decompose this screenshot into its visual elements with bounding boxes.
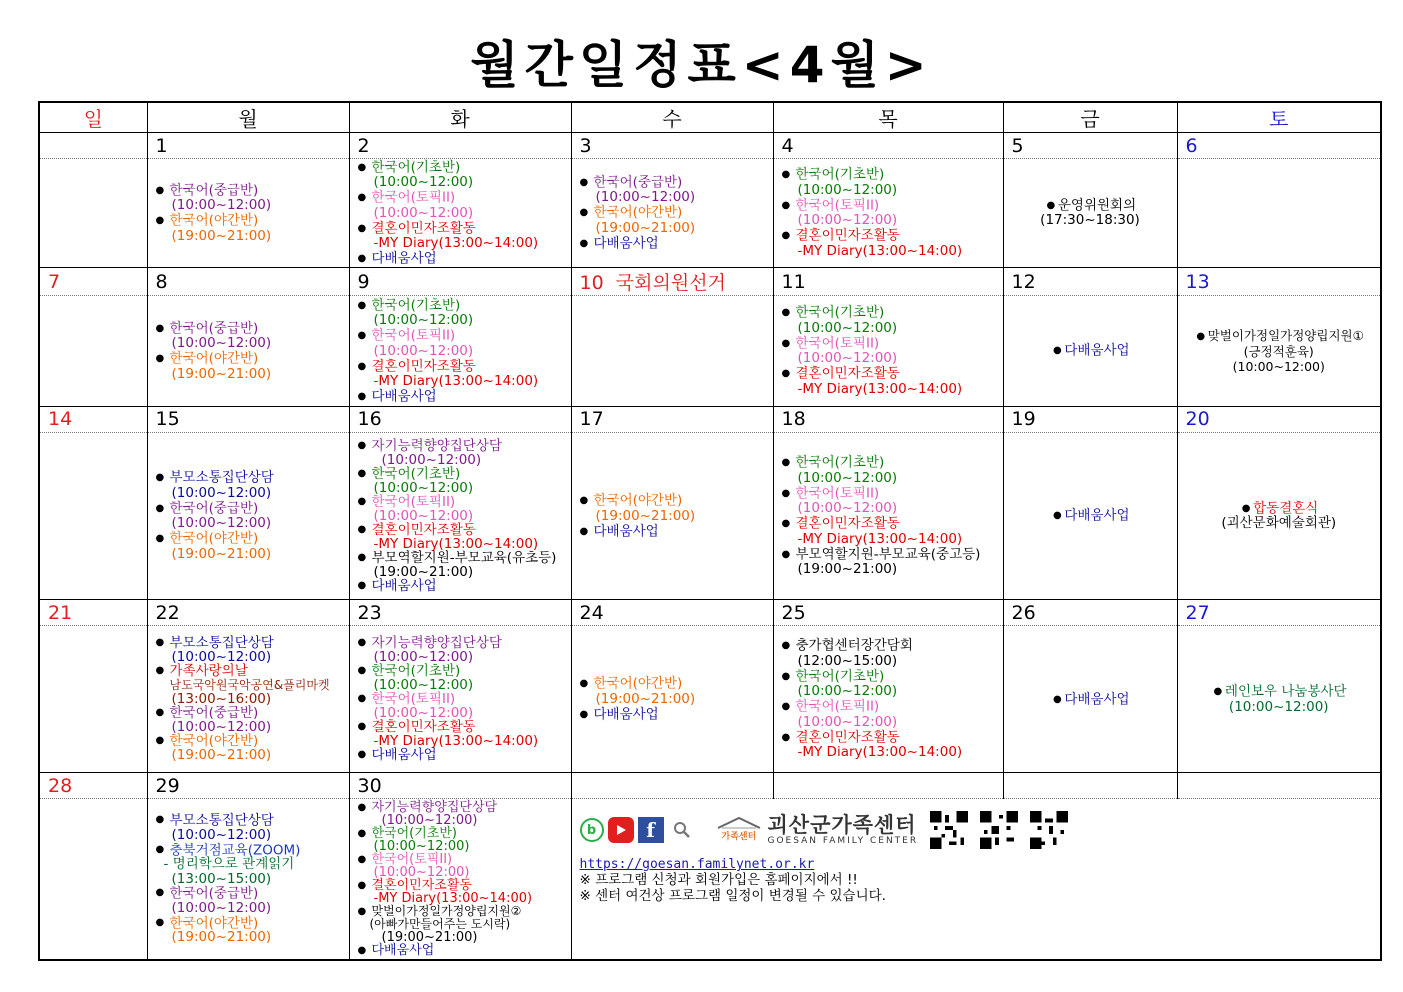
social-icons-bar <box>580 807 1373 853</box>
weekday-sun: 일 <box>39 102 147 133</box>
week1-date-row <box>39 133 1381 159</box>
event-item: ● 한국어(기초반) (10:00~12:00) <box>781 668 898 700</box>
week3-date-row <box>39 406 1381 432</box>
events-cell <box>349 433 571 600</box>
event-item: ● 결혼이민자조활동 -MY Diary(13:00~14:00) <box>357 358 539 390</box>
bullet-icon: ● <box>357 637 367 649</box>
event-item: ● 맞벌이가정일가정양립지원② (아빠가만들어주는 도시락) (19:00~21:00) <box>357 904 522 946</box>
event-item: ● 다배움사업 <box>579 235 659 252</box>
bullet-icon: ● <box>1196 331 1206 343</box>
bullet-icon: ● <box>357 496 367 508</box>
events-cell <box>773 159 1003 268</box>
event-item: ● 한국어(야간반) (19:00~21:00) <box>579 492 696 524</box>
bullet-icon: ● <box>155 814 165 826</box>
event-item: ● 한국어(토픽II) (10:00~12:00) <box>357 852 470 881</box>
event-item: ● 결혼이민자조활동 -MY Diary(13:00~14:00) <box>357 220 539 252</box>
date-cell: 19 <box>1003 406 1177 432</box>
date-cell: 3 <box>571 133 773 159</box>
events-cell <box>773 433 1003 600</box>
weekday-sat: 토 <box>1177 102 1381 133</box>
event-item: ● 한국어(중급반) (10:00~12:00) <box>155 705 272 736</box>
bullet-icon: ● <box>357 468 367 480</box>
bullet-icon: ● <box>357 192 367 204</box>
event-item: ● 한국어(기초반) (10:00~12:00) <box>357 466 474 497</box>
bullet-icon: ● <box>781 548 791 560</box>
event-item: ● 한국어(중급반) (10:00~12:00) <box>155 320 272 352</box>
events-cell <box>773 296 1003 407</box>
bullet-icon: ● <box>155 665 165 677</box>
bullet-icon: ● <box>155 916 165 928</box>
bullet-icon: ● <box>781 337 791 349</box>
page-title: 월간일정표<4월> <box>470 36 933 94</box>
event-item: ● 한국어(야간반) (19:00~21:00) <box>579 675 696 707</box>
event-item: ● 한국어(기초반) (10:00~12:00) <box>357 826 470 855</box>
bullet-icon: ● <box>781 199 791 211</box>
bullet-icon: ● <box>357 253 367 265</box>
event-item: ● 다배움사업 <box>1004 508 1177 524</box>
event-item: ● 한국어(기초반) (10:00~12:00) <box>781 454 898 486</box>
event-item: ● 한국어(야간반) (19:00~21:00) <box>155 350 272 382</box>
bullet-icon: ● <box>155 707 165 719</box>
event-item: ● 다배움사업 <box>357 943 435 959</box>
date-cell: 16 <box>349 406 571 432</box>
events-cell <box>1177 296 1381 407</box>
date-cell: 23 <box>349 600 571 626</box>
bullet-icon: ● <box>155 353 165 365</box>
event-item: ● 한국어(야간반) (19:00~21:00) <box>155 733 272 764</box>
date-cell: 20 <box>1177 406 1381 432</box>
event-item: ● 한국어(기초반) (10:00~12:00) <box>781 304 898 336</box>
date-cell: 26 <box>1003 600 1177 626</box>
date-cell: 24 <box>571 600 773 626</box>
bullet-icon: ● <box>357 391 367 403</box>
events-cell <box>349 626 571 773</box>
events-cell <box>39 433 147 600</box>
event-item: ● 한국어(야간반) (19:00~21:00) <box>579 204 696 236</box>
bullet-icon: ● <box>1053 345 1062 357</box>
date-cell: 30 <box>349 773 571 799</box>
blog-icon[interactable]: b <box>580 818 604 842</box>
event-item: ● 다배움사업 <box>1004 343 1177 359</box>
bullet-icon: ● <box>155 735 165 747</box>
event-item: ● 한국어(중급반) (10:00~12:00) <box>155 500 272 532</box>
date-cell: 7 <box>39 268 147 296</box>
bullet-icon: ● <box>357 440 367 452</box>
events-cell <box>1177 626 1381 773</box>
qr-code-icon <box>980 811 1018 849</box>
week3-events-row <box>39 433 1381 600</box>
event-item: ● 한국어(기초반) (10:00~12:00) <box>781 166 898 198</box>
event-item: ● 다배움사업 <box>579 706 659 723</box>
bullet-icon: ● <box>357 222 367 234</box>
event-item: ● 한국어(토픽II) (10:00~12:00) <box>781 335 898 367</box>
event-item: ● 부모소통집단상담 (10:00~12:00) <box>155 812 274 844</box>
week2-events-row <box>39 296 1381 407</box>
date-cell: 29 <box>147 773 349 799</box>
footer-info-cell <box>571 799 1381 960</box>
bullet-icon: ● <box>579 678 589 690</box>
notice-text: ※ 프로그램 신청과 회원가입은 홈페이지에서 !! <box>579 872 858 889</box>
bullet-icon: ● <box>155 843 165 855</box>
event-item: ● 부모역할지원-부모교육(유초등) (19:00~21:00) <box>357 550 557 581</box>
bullet-icon: ● <box>1213 686 1223 697</box>
event-item: ● 다배움사업 <box>579 523 659 540</box>
bullet-icon: ● <box>155 887 165 899</box>
weekday-tue: 화 <box>349 102 571 133</box>
events-cell <box>1177 433 1381 600</box>
bullet-icon: ● <box>579 525 589 537</box>
event-item: ● 합동결혼식 (괴산문화예술회관) <box>1221 500 1337 532</box>
bullet-icon: ● <box>155 322 165 334</box>
event-item: ● 자기능력향양집단상담 (10:00~12:00) <box>357 635 502 666</box>
event-item: ● 자기능력향양집단상담 (10:00~12:00) <box>357 800 498 829</box>
weekday-thu: 목 <box>773 102 1003 133</box>
event-item: ● 한국어(기초반) (10:00~12:00) <box>357 159 474 191</box>
bullet-icon: ● <box>1241 502 1251 514</box>
weekday-fri: 금 <box>1003 102 1177 133</box>
event-item: ● 한국어(토픽II) (10:00~12:00) <box>357 327 474 359</box>
event-item: ● 운영위원회의 (17:30~18:30) <box>1040 197 1140 229</box>
event-item: ● 결혼이민자조활동 -MY Diary(13:00~14:00) <box>357 878 533 907</box>
event-item: ● 다배움사업 <box>357 250 437 267</box>
date-cell: 17 <box>571 406 773 432</box>
bullet-icon: ● <box>155 637 165 649</box>
bullet-icon: ● <box>781 518 791 530</box>
events-cell <box>571 296 773 407</box>
events-cell <box>147 296 349 407</box>
bullet-icon: ● <box>357 854 367 866</box>
week2-date-row <box>39 268 1381 296</box>
event-item: ● 한국어(토픽II) (10:00~12:00) <box>357 494 474 525</box>
event-item: ● 다배움사업 <box>357 747 437 764</box>
date-cell: 21 <box>39 600 147 626</box>
events-cell <box>1177 159 1381 268</box>
date-cell <box>1003 773 1177 799</box>
event-item: ● 한국어(야간반) (19:00~21:00) <box>155 530 272 562</box>
event-item: ● 충북거점교육(ZOOM) - 명리학으로 관계읽기 (13:00~15:00) <box>155 841 301 887</box>
bullet-icon: ● <box>155 472 165 484</box>
bullet-icon: ● <box>781 731 791 743</box>
center-name-korean: 괴산군가족센터 <box>767 813 917 838</box>
event-item: ● 한국어(토픽II) (10:00~12:00) <box>781 197 898 229</box>
event-item: ● 한국어(기초반) (10:00~12:00) <box>357 297 474 329</box>
bullet-icon: ● <box>1053 510 1062 522</box>
notice-text: ※ 센터 여건상 프로그램 일정이 변경될 수 있습니다. <box>579 888 886 905</box>
event-item: ● 한국어(중급반) (10:00~12:00) <box>155 182 272 214</box>
event-item: ● 결혼이민자조활동 -MY Diary(13:00~14:00) <box>781 365 963 397</box>
bullet-icon: ● <box>357 721 367 733</box>
date-cell: 22 <box>147 600 349 626</box>
bullet-icon: ● <box>357 906 367 918</box>
bullet-icon: ● <box>357 524 367 536</box>
events-cell <box>571 626 773 773</box>
events-cell <box>1003 159 1177 268</box>
house-logo-icon: 가족센터 <box>716 816 762 844</box>
event-item: ● 부모소통집단상담 (10:00~12:00) <box>155 635 274 666</box>
event-item: ● 결혼이민자조활동 -MY Diary(13:00~14:00) <box>357 522 539 553</box>
events-cell <box>147 799 349 960</box>
event-item: ● 레인보우 나눔봉사단 (10:00~12:00) <box>1178 684 1381 715</box>
events-cell <box>571 159 773 268</box>
date-cell <box>773 773 1003 799</box>
events-cell <box>1003 433 1177 600</box>
date-cell: 12 <box>1003 268 1177 296</box>
bullet-icon: ● <box>1046 199 1056 211</box>
bullet-icon: ● <box>357 161 367 173</box>
event-item: ● 부모역할지원-부모교육(중고등) (19:00~21:00) <box>781 546 981 578</box>
bullet-icon: ● <box>357 360 367 372</box>
date-cell: 6 <box>1177 133 1381 159</box>
event-item: ● 결혼이민자조활동 -MY Diary(13:00~14:00) <box>781 227 963 259</box>
week4-date-row <box>39 600 1381 626</box>
bullet-icon: ● <box>781 230 791 242</box>
event-item: ● 다배움사업 <box>357 388 437 405</box>
bullet-icon: ● <box>781 307 791 319</box>
date-cell: 18 <box>773 406 1003 432</box>
events-cell <box>773 626 1003 773</box>
event-item: ● 결혼이민자조활동 -MY Diary(13:00~14:00) <box>781 729 963 761</box>
week5-events-row <box>39 799 1381 960</box>
event-item: ● 한국어(기초반) (10:00~12:00) <box>357 663 474 694</box>
center-name-english: GOESAN FAMILY CENTER <box>767 836 919 847</box>
event-item: ● 한국어(야간반) (19:00~21:00) <box>155 914 272 946</box>
facebook-icon[interactable]: f <box>638 817 664 843</box>
search-icon[interactable] <box>672 820 692 840</box>
center-logo <box>716 814 919 846</box>
bullet-icon: ● <box>357 802 367 814</box>
bullet-icon: ● <box>155 533 165 545</box>
events-cell <box>39 296 147 407</box>
event-item: ● 충가협센터장간담회 (12:00~15:00) <box>781 637 913 669</box>
events-cell <box>39 626 147 773</box>
bullet-icon: ● <box>357 330 367 342</box>
event-item: ● 다배움사업 <box>357 578 437 595</box>
weekday-wed: 수 <box>571 102 773 133</box>
events-cell <box>147 626 349 773</box>
event-item: ● 한국어(토픽II) (10:00~12:00) <box>781 485 898 517</box>
date-cell: 27 <box>1177 600 1381 626</box>
week5-date-row <box>39 773 1381 799</box>
date-cell: 2 <box>349 133 571 159</box>
bullet-icon: ● <box>781 640 791 652</box>
event-item: ● 한국어(토픽II) (10:00~12:00) <box>781 698 898 730</box>
events-cell <box>39 799 147 960</box>
week4-events-row <box>39 626 1381 773</box>
date-cell <box>1177 773 1381 799</box>
weekday-header-row <box>39 102 1381 133</box>
events-cell <box>147 159 349 268</box>
events-cell <box>147 433 349 600</box>
calendar-table <box>38 101 1382 961</box>
event-item: ● 한국어(중급반) (10:00~12:00) <box>579 174 696 206</box>
bullet-icon: ● <box>579 495 589 507</box>
qr-code-icon <box>930 811 968 849</box>
bullet-icon: ● <box>781 169 791 181</box>
bullet-icon: ● <box>357 828 367 840</box>
bullet-icon: ● <box>357 580 367 592</box>
event-item: ● 맞벌이가정일가정양립지원① (긍정적훈육) (10:00~12:00) <box>1178 328 1381 374</box>
bullet-icon: ● <box>781 487 791 499</box>
bullet-icon: ● <box>155 215 165 227</box>
week1-events-row <box>39 159 1381 268</box>
date-cell: 13 <box>1177 268 1381 296</box>
date-cell: 9 <box>349 268 571 296</box>
event-item: ● 부모소통집단상담 (10:00~12:00) <box>155 469 274 501</box>
bullet-icon: ● <box>357 693 367 705</box>
date-cell: 14 <box>39 406 147 432</box>
bullet-icon: ● <box>781 701 791 713</box>
events-cell <box>1003 626 1177 773</box>
date-cell-holiday: 10 국회의원선거 <box>571 268 773 296</box>
events-cell <box>39 159 147 268</box>
date-cell: 5 <box>1003 133 1177 159</box>
events-cell <box>349 159 571 268</box>
bullet-icon: ● <box>1053 693 1062 705</box>
date-cell: 15 <box>147 406 349 432</box>
events-cell <box>1003 296 1177 407</box>
bullet-icon: ● <box>579 708 589 720</box>
bullet-icon: ● <box>579 237 589 249</box>
bullet-icon: ● <box>781 670 791 682</box>
bullet-icon: ● <box>357 749 367 761</box>
weekday-mon: 월 <box>147 102 349 133</box>
date-cell: 8 <box>147 268 349 296</box>
bullet-icon: ● <box>781 368 791 380</box>
bullet-icon: ● <box>579 207 589 219</box>
event-item: ● 자기능력향양집단상담 (10:00~12:00) <box>357 438 502 469</box>
qr-code-icon <box>1030 811 1068 849</box>
bullet-icon: ● <box>357 880 367 892</box>
bullet-icon: ● <box>781 457 791 469</box>
event-item: ● 결혼이민자조활동 -MY Diary(13:00~14:00) <box>781 515 963 547</box>
event-item: ● 다배움사업 <box>1004 692 1177 708</box>
event-item: ● 한국어(토픽II) (10:00~12:00) <box>357 691 474 722</box>
bullet-icon: ● <box>155 502 165 514</box>
bullet-icon: ● <box>357 299 367 311</box>
date-cell: 4 <box>773 133 1003 159</box>
bullet-icon: ● <box>357 665 367 677</box>
bullet-icon: ● <box>357 945 367 957</box>
bullet-icon: ● <box>155 184 165 196</box>
events-cell <box>571 433 773 600</box>
holiday-label: 국회의원선거 <box>615 272 726 295</box>
date-cell: 28 <box>39 773 147 799</box>
date-cell: 11 <box>773 268 1003 296</box>
homepage-link[interactable]: https://goesan.familynet.or.kr <box>579 857 815 873</box>
event-item: ● 한국어(토픽II) (10:00~12:00) <box>357 189 474 221</box>
date-cell: 1 <box>147 133 349 159</box>
event-item: ● 한국어(중급반) (10:00~12:00) <box>155 885 272 917</box>
bullet-icon: ● <box>357 552 367 564</box>
events-cell <box>349 296 571 407</box>
event-item: ● 한국어(야간반) (19:00~21:00) <box>155 212 272 244</box>
event-item: ● 가족사랑의날 남도국악원국악공연&플리마켓 (13:00~16:00) <box>155 663 330 708</box>
events-cell <box>349 799 571 960</box>
event-item: ● 결혼이민자조활동 -MY Diary(13:00~14:00) <box>357 719 539 750</box>
date-cell: 25 <box>773 600 1003 626</box>
bullet-icon: ● <box>579 176 589 188</box>
youtube-icon[interactable] <box>608 817 634 843</box>
date-cell <box>39 133 147 159</box>
date-cell <box>571 773 773 799</box>
